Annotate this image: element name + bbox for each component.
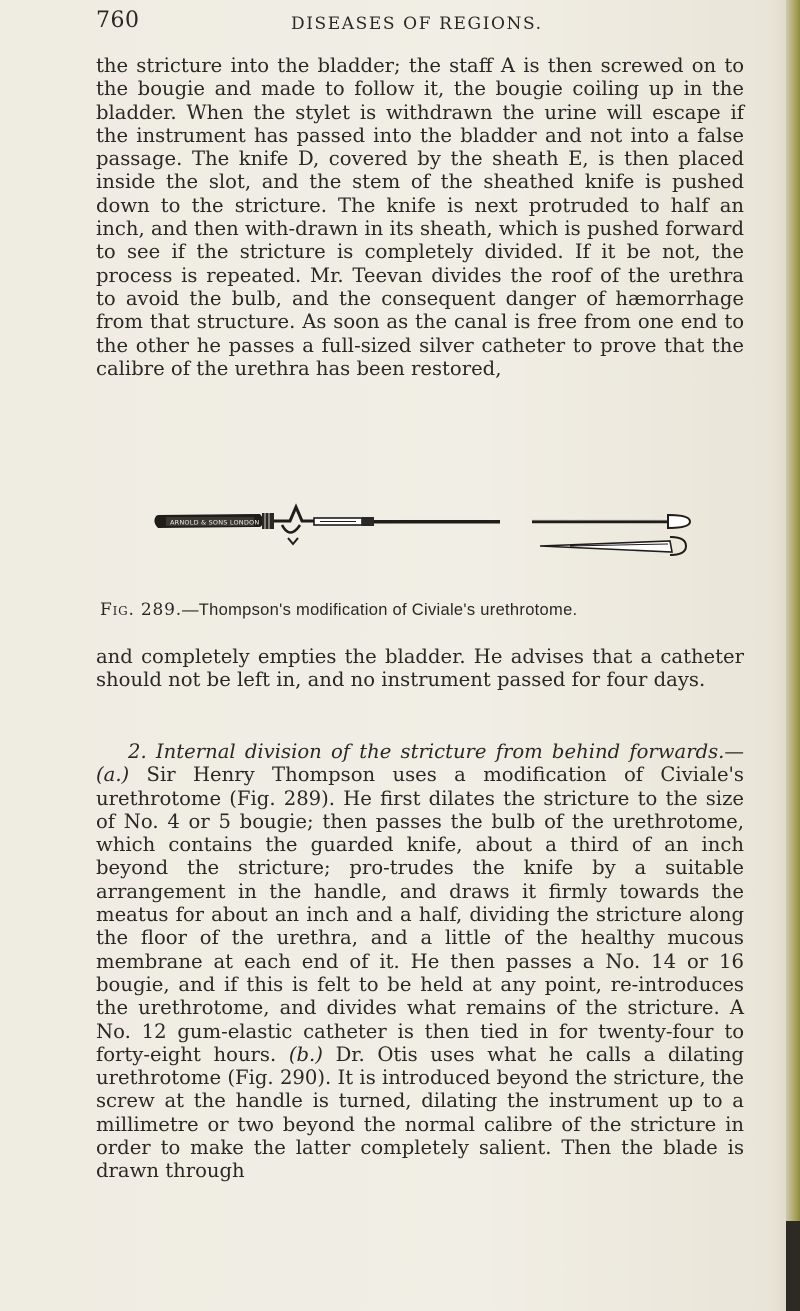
figure-label: Fig. 289. bbox=[100, 600, 182, 620]
paragraph-1: the stricture into the bladder; the staff A is then screwed on to the bougie and made to follow it, the bougie coiling up in the bladder. When the stylet is withdrawn the urine will escape if the instrument has passed into the bladder and not into a false passage. The knife D, covered by the sheath E, is then placed inside the slot, and the stem of the sheathed knife is pushed down to the stricture. The knife is next protruded to half an inch, and then with-drawn in its sheath, which is pushed forward to see if the stricture is completely divided. If it be not, the process is repeated. Mr. Teevan divides the roof of the urethra to avoid the bulb, and the consequent danger of hæmorrhage from that structure. As soon as the canal is free from one end to the other he passes a full-sized silver catheter to prove that the calibre of the urethra has been restored, bbox=[96, 54, 744, 380]
page-edge-strip bbox=[786, 0, 800, 1311]
maker-mark: ARNOLD & SONS LONDON bbox=[170, 518, 260, 527]
urethrotome-drawing bbox=[150, 494, 700, 566]
running-title: DISEASES OF REGIONS. bbox=[291, 14, 543, 34]
paragraph-3-body-a: Sir Henry Thompson uses a modification of Civiale's urethrotome (Fig. 289). He first dilates the stricture to the size of No. 4 or 5 bougie; then passes the bulb of the urethrotome, which contains the guarded knife, about a third of an inch beyond the stricture; pro-trudes the knife by a suitable arrangement in the handle, and draws it firmly towards the meatus for about an inch and a half, dividing the stricture along the floor of the urethra, and a little of the healthy mucous membrane at each end of it. He then passes a No. 14 or 16 bougie, and if this is felt to be held at any point, re-introduces the urethrotome, and divides what remains of the stricture. A No. 12 gum-elastic catheter is then tied in for twenty-four to forty-eight hours. bbox=[96, 763, 744, 1066]
figure-caption bbox=[100, 600, 740, 620]
paragraph-3-body-b: Dr. Otis uses what he calls a dilating urethrotome (Fig. 290). It is introduced beyond the stricture, the screw at the handle is turned, dilating the instrument up to a millimetre or two beyond the normal calibre of the stricture in order to make the latter completely salient. Then the blade is drawn through bbox=[96, 1042, 744, 1183]
figure-caption-text: —Thompson's modification of Civiale's urethrotome. bbox=[181, 601, 578, 619]
urethrotome-illustration bbox=[150, 494, 700, 566]
page-header bbox=[96, 8, 746, 38]
section-heading: 2. Internal division of the stricture from behind forwards. bbox=[128, 740, 725, 763]
sub-label-b: (b.) bbox=[288, 1042, 323, 1066]
paragraph-3: 2. Internal division of the stricture from behind forwards.—(a.) Sir Henry Thompson uses a modification of Civiale's urethrotome (Fig. 289). He first dilates the stricture to the size of No. 4 or 5 bougie; then passes the bulb of the urethrotome, which contains the guarded knife, about a third of an inch beyond the stricture; pro-trudes the knife by a suitable arrangement in the handle, and draws it firmly towards the meatus for about an inch and a half, dividing the stricture along the floor of the urethra, and a little of the healthy mucous membrane at each end of it. He then passes a No. 14 or 16 bougie, and if this is felt to be held at any point, re-introduces the urethrotome, and divides what remains of the stricture. A No. 12 gum-elastic catheter is then tied in for twenty-four to forty-eight hours. (b.) Dr. Otis uses what he calls a dilating urethrotome (Fig. 290). It is introduced beyond the stricture, the screw at the handle is turned, dilating the instrument up to a millimetre or two beyond the normal calibre of the stricture in order to make the latter completely salient. Then the blade is drawn through bbox=[96, 740, 744, 1183]
sub-label-a: (a.) bbox=[96, 763, 130, 787]
page-number: 760 bbox=[96, 8, 140, 33]
paragraph-2: and completely empties the bladder. He advises that a catheter should not be left in, and no instrument passed for four days. bbox=[96, 645, 744, 692]
